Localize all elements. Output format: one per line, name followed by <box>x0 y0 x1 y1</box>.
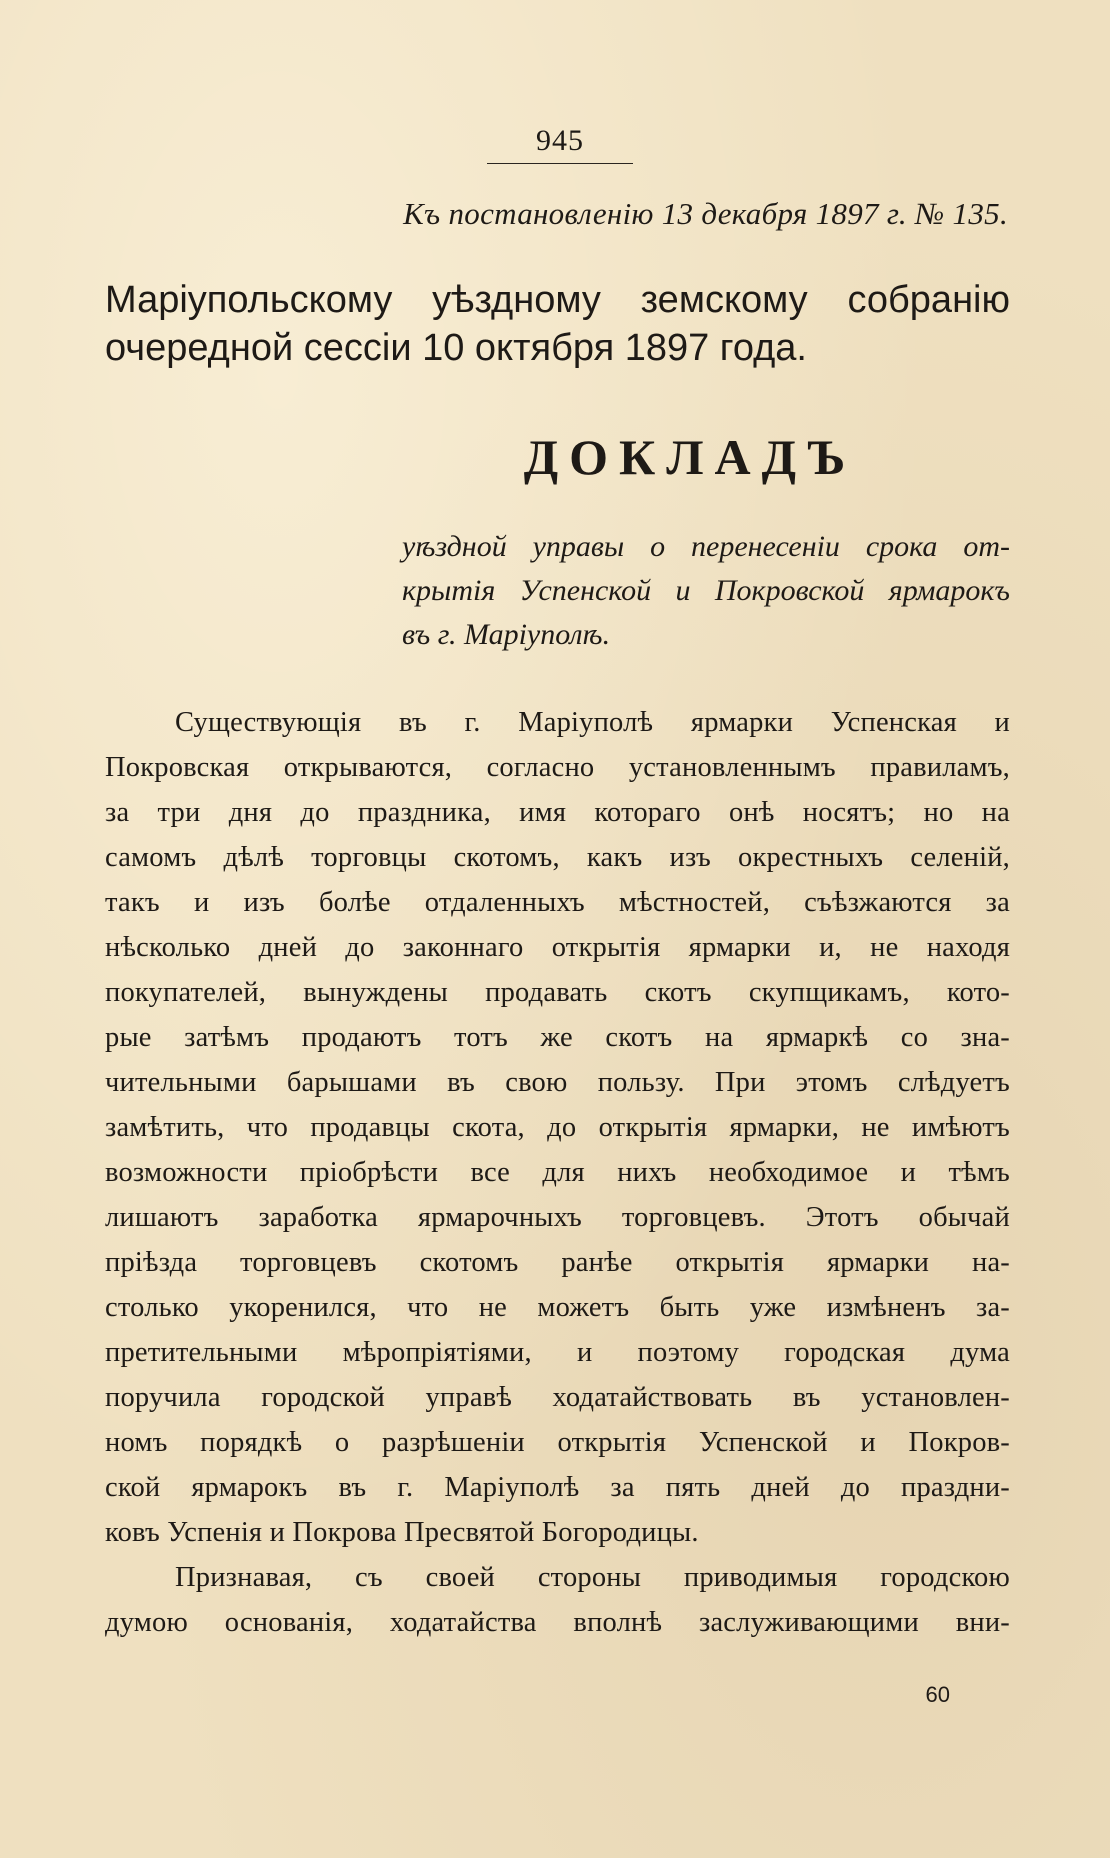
paragraph-1-line: самомъ дѣлѣ торговцы скотомъ, какъ изъ окрестныхъ селеній, <box>105 842 1010 873</box>
paragraph-1-line: возможности пріобрѣсти все для нихъ необходимое и тѣмъ <box>105 1157 1010 1188</box>
paragraph-1-line: номъ порядкѣ о разрѣшеніи открытія Успенской и Покров- <box>105 1427 1010 1458</box>
paragraph-1-line: чительными барышами въ свою пользу. При этомъ слѣдуетъ <box>105 1067 1010 1098</box>
paragraph-1-line: ской ярмарокъ въ г. Маріуполѣ за пять дней до праздни- <box>105 1472 1010 1503</box>
paragraph-1-line: пріѣзда торговцевъ скотомъ ранѣе открытія ярмарки на- <box>105 1247 1010 1278</box>
paragraph-1-line: за три дня до праздника, имя котораго онѣ носятъ; но на <box>105 797 1010 828</box>
paragraph-1-line: Покровская открываются, согласно установленнымъ правиламъ, <box>105 752 1010 783</box>
paragraph-1-line: покупателей, вынуждены продавать скотъ скупщикамъ, кото- <box>105 977 1010 1008</box>
paragraph-1-line: нѣсколько дней до законнаго открытія ярмарки и, не находя <box>105 932 1010 963</box>
paragraph-1-line: поручила городской управѣ ходатайствовать въ установлен- <box>105 1382 1010 1413</box>
paragraph-1-line: столько укоренился, что не можетъ быть уже измѣненъ за- <box>105 1292 1010 1323</box>
page-number-rule <box>487 163 633 164</box>
subtitle-line: въ г. Маріуполѣ. <box>402 618 611 651</box>
subtitle-line: крытія Успенской и Покровской ярмарокъ <box>402 574 1010 607</box>
page-number: 945 <box>536 124 584 157</box>
paragraph-1-line: такъ и изъ болѣе отдаленныхъ мѣстностей, съѣзжаются за <box>105 887 1010 918</box>
paragraph-2-line: думою основанія, ходатайства вполнѣ заслуживающими вни- <box>105 1607 1010 1638</box>
document-title: ДОКЛАДЪ <box>523 429 857 485</box>
paragraph-1-line: претительными мѣропріятіями, и поэтому городская дума <box>105 1337 1010 1368</box>
paragraph-1-line: ковъ Успенія и Покрова Пресвятой Богородицы. <box>105 1517 699 1548</box>
paragraph-1-line: лишаютъ заработка ярмарочныхъ торговцевъ. Этотъ обычай <box>105 1202 1010 1233</box>
signature-mark: 60 <box>925 1682 950 1707</box>
subtitle-line: уѣздной управы о перенесеніи срока от- <box>402 530 1010 563</box>
addressee-heading: Маріупольскому уѣздному земскому собранію очередной сессіи 10 октября 1897 года. <box>105 279 1010 369</box>
paragraph-1-line: рые затѣмъ продаютъ тотъ же скотъ на ярмаркѣ со зна- <box>105 1022 1010 1053</box>
paragraph-2-line: Признавая, съ своей стороны приводимыя городскою <box>175 1562 1010 1593</box>
document-subtitle <box>402 525 1010 657</box>
paragraph-1-line: замѣтить, что продавцы скота, до открытія ярмарки, не имѣютъ <box>105 1112 1010 1143</box>
paragraph-1-line: Существующія въ г. Маріуполѣ ярмарки Успенская и <box>175 707 1010 738</box>
annex-reference: Къ постановленію 13 декабря 1897 г. № 135. <box>403 196 1008 231</box>
body-text <box>105 700 1010 1645</box>
